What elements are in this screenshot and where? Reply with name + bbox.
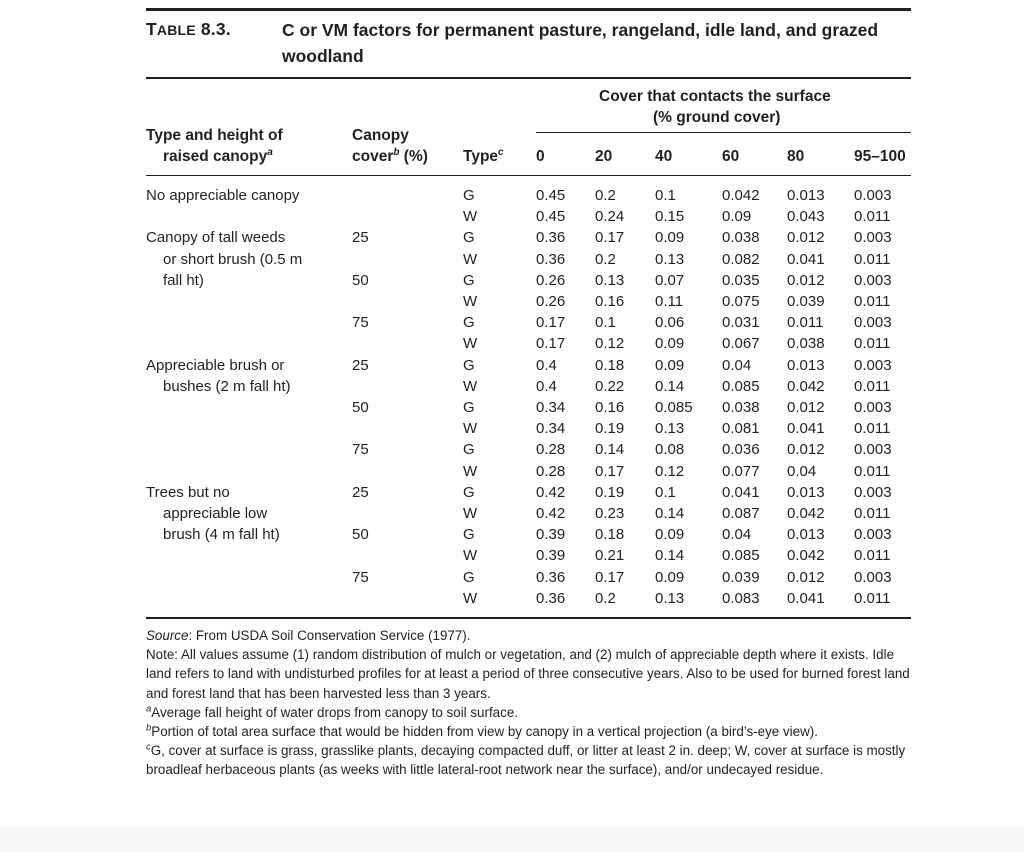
cover-col-header: 80	[787, 148, 805, 165]
factor-value: 0.14	[655, 547, 685, 565]
type-value: G	[463, 526, 475, 544]
factor-value: 0.4	[536, 356, 557, 374]
type-value: G	[463, 187, 475, 204]
factor-value: 0.07	[655, 271, 685, 289]
factor-value: 0.14	[655, 505, 685, 522]
factor-value: 0.1	[655, 483, 676, 501]
canopy-cover-value: 50	[352, 526, 369, 544]
factor-value: 0.013	[787, 187, 825, 204]
footnote-mark-c: c	[498, 146, 504, 158]
type-value: W	[463, 547, 478, 565]
group-label: appreciable low	[163, 505, 268, 522]
factor-value: 0.012	[787, 271, 825, 289]
factor-value: 0.12	[595, 335, 625, 353]
factor-value: 0.003	[854, 526, 892, 544]
factor-value: 0.42	[536, 483, 566, 501]
factor-value: 0.012	[787, 568, 825, 586]
factor-value: 0.09	[655, 335, 685, 353]
factor-value: 0.36	[536, 568, 566, 586]
factor-value: 0.041	[787, 250, 825, 268]
factor-value: 0.34	[536, 420, 566, 438]
type-value: G	[463, 229, 475, 247]
footnote-mark-b: b	[393, 146, 400, 158]
factor-value: 0.22	[595, 377, 625, 395]
factor-value: 0.13	[655, 250, 685, 268]
cover-col-header: 20	[595, 148, 613, 165]
factor-value: 0.011	[854, 505, 891, 522]
factor-value: 0.038	[722, 229, 760, 247]
factor-value: 0.038	[722, 399, 760, 416]
factor-value: 0.041	[787, 420, 825, 438]
group-label: Canopy of tall weeds	[146, 229, 286, 247]
factor-value: 0.04	[722, 526, 752, 544]
factor-value: 0.082	[722, 250, 760, 268]
factor-value: 0.013	[787, 483, 825, 501]
factor-value: 0.041	[722, 483, 760, 501]
factor-value: 0.4	[536, 377, 557, 395]
factor-value: 0.085	[655, 399, 693, 416]
factor-value: 0.34	[536, 399, 566, 416]
factor-value: 0.28	[536, 441, 566, 459]
type-value: W	[463, 420, 478, 438]
factor-value: 0.16	[595, 399, 625, 416]
factor-value: 0.039	[787, 293, 825, 310]
factor-value: 0.011	[854, 589, 891, 607]
factor-value: 0.003	[854, 229, 892, 247]
factor-value: 0.013	[787, 356, 825, 374]
page-bottom-band	[0, 826, 1024, 852]
factor-value: 0.042	[722, 187, 760, 204]
factor-value: 0.17	[595, 568, 625, 586]
factor-value: 0.003	[854, 187, 892, 204]
cover-group-rule	[536, 132, 911, 133]
factor-value: 0.038	[787, 335, 825, 353]
footnote-b: $^b$Portion of total area surface that would be hidden from view by canopy in a vertical projection (a bird’s-eye view).	[146, 722, 818, 740]
factor-value: 0.085	[722, 547, 760, 565]
type-value: G	[463, 399, 475, 416]
factor-value: 0.36	[536, 589, 566, 607]
factor-value: 0.14	[595, 441, 625, 459]
factor-value: 0.042	[787, 505, 825, 522]
factor-value: 0.081	[722, 420, 760, 438]
factor-value: 0.09	[655, 356, 685, 374]
factor-value: 0.14	[655, 377, 685, 395]
type-value: W	[463, 462, 478, 480]
factor-value: 0.36	[536, 229, 566, 247]
factor-value: 0.18	[595, 526, 625, 544]
title-rule	[146, 77, 911, 79]
factor-value: 0.003	[854, 356, 892, 374]
type-value: W	[463, 589, 478, 607]
factor-value: 0.1	[655, 187, 676, 204]
type-value: G	[463, 441, 475, 459]
canopy-cover-value: 25	[352, 229, 369, 247]
factor-value: 0.04	[722, 356, 752, 374]
factor-value: 0.011	[854, 547, 891, 565]
table-title: C or VM factors for permanent pasture, rangeland, idle land, and grazed woodland	[282, 20, 879, 66]
factor-value: 0.2	[595, 589, 616, 607]
cover-col-header: 60	[722, 148, 740, 165]
factor-value: 0.08	[655, 441, 685, 459]
factor-value: 0.23	[595, 505, 625, 522]
factor-value: 0.04	[787, 462, 817, 480]
factor-value: 0.15	[655, 208, 685, 226]
factor-value: 0.17	[595, 462, 625, 480]
factor-value: 0.39	[536, 526, 566, 544]
factor-value: 0.09	[722, 208, 752, 226]
canopy-cover-value: 50	[352, 271, 369, 289]
factor-value: 0.11	[655, 293, 684, 310]
factor-value: 0.031	[722, 314, 760, 332]
factor-value: 0.075	[722, 293, 760, 310]
factor-value: 0.011	[854, 250, 891, 268]
factor-value: 0.036	[722, 441, 760, 459]
type-value: W	[463, 250, 478, 268]
cover-col-header: 0	[536, 148, 545, 165]
table-notes	[146, 626, 912, 780]
factor-value: 0.013	[787, 526, 825, 544]
type-value: W	[463, 505, 478, 522]
factor-value: 0.012	[787, 441, 825, 459]
type-value: G	[463, 483, 475, 501]
factor-value: 0.083	[722, 589, 760, 607]
factor-value: 0.035	[722, 271, 760, 289]
type-value: G	[463, 271, 475, 289]
canopy-cover-value: 25	[352, 356, 369, 374]
factor-value: 0.003	[854, 271, 892, 289]
group-label: Appreciable brush or	[146, 356, 285, 374]
factor-value: 0.18	[595, 356, 625, 374]
source-note: Source: From USDA Soil Conservation Service (1977).	[146, 628, 471, 643]
factor-value: 0.09	[655, 568, 685, 586]
canopy-header-line2: cover$^b$ (%)	[352, 146, 428, 165]
factor-value: 0.09	[655, 526, 685, 544]
factor-value: 0.012	[787, 229, 825, 247]
factor-value: 0.28	[536, 462, 566, 480]
factor-value: 0.011	[854, 335, 891, 353]
type-height-header-line2: raised canopy$^a$	[163, 146, 273, 165]
factor-value: 0.16	[595, 293, 625, 310]
factor-value: 0.041	[787, 589, 825, 607]
factor-value: 0.077	[722, 462, 760, 480]
group-label: bushes (2 m fall ht)	[163, 377, 291, 395]
group-label: Trees but no	[146, 483, 230, 501]
type-value: W	[463, 377, 478, 395]
factor-value: 0.13	[595, 271, 625, 289]
factor-value: 0.39	[536, 547, 566, 565]
factor-value: 0.067	[722, 335, 760, 353]
type-value: W	[463, 293, 478, 310]
factor-value: 0.45	[536, 187, 566, 204]
type-value: W	[463, 335, 478, 353]
factor-value: 0.06	[655, 314, 685, 332]
factor-value: 0.011	[854, 208, 891, 226]
cover-group-header-line1: Cover that contacts the surface	[599, 88, 831, 105]
factor-value: 0.042	[787, 377, 825, 395]
factor-value: 0.011	[787, 314, 824, 332]
canopy-cover-value: 75	[352, 441, 369, 459]
type-value: G	[463, 568, 475, 586]
footnote-c: $^c$G, cover at surface is grass, grasslike plants, decaying compacted duff, or litter at least 2 in. deep; W, cover at surface is mostly broadleaf herbaceous plants (as weeks with little lateral-root network near the surface), and/or undecayed residue.	[146, 741, 906, 778]
type-height-header-line1: Type and height of	[146, 127, 283, 144]
factor-value: 0.085	[722, 377, 760, 395]
factor-value: 0.26	[536, 271, 566, 289]
factor-value: 0.17	[595, 229, 625, 247]
type-header: Type$^c$	[463, 146, 504, 165]
factor-value: 0.003	[854, 314, 892, 332]
factor-value: 0.011	[854, 377, 891, 395]
canopy-cover-value: 75	[352, 568, 369, 586]
factor-value: 0.42	[536, 505, 566, 522]
footnote-a: $^a$Average fall height of water drops from canopy to soil surface.	[146, 703, 518, 720]
canopy-cover-value: 25	[352, 483, 369, 501]
type-value: W	[463, 208, 478, 226]
cover-group-header-line2: (% ground cover)	[653, 109, 781, 126]
general-note: Note: All values assume (1) random distribution of mulch or vegetation, and (2) mulch of appreciable depth where it exists. Idle land refers to land with undisturbed profiles for at least a period of three consecutive years. Also to be used for burned forest land and forest land that has been harvested less than 3 years.	[146, 647, 910, 701]
factor-value: 0.24	[595, 208, 625, 226]
table-bottom-rule	[146, 617, 911, 619]
factor-value: 0.003	[854, 441, 892, 459]
group-label: brush (4 m fall ht)	[163, 526, 280, 544]
factor-value: 0.011	[854, 462, 891, 480]
factor-value: 0.13	[655, 420, 685, 438]
type-value: G	[463, 314, 475, 332]
canopy-cover-value: 75	[352, 314, 369, 332]
factor-value: 0.012	[787, 399, 825, 416]
factor-value: 0.011	[854, 293, 891, 310]
factor-value: 0.26	[536, 293, 566, 310]
factor-value: 0.011	[854, 420, 891, 438]
factor-value: 0.003	[854, 399, 892, 416]
group-label: or short brush (0.5 m	[163, 250, 303, 268]
factor-value: 0.12	[655, 462, 685, 480]
table-number: 8.3.	[200, 19, 231, 39]
factor-value: 0.17	[536, 335, 566, 353]
factor-value: 0.2	[595, 250, 616, 268]
header-rule	[146, 175, 911, 176]
top-rule	[146, 8, 911, 11]
table-label: TABLE 8.3.	[146, 19, 231, 39]
cover-col-header: 95–100	[854, 148, 906, 165]
factor-value: 0.17	[536, 314, 566, 332]
factor-value: 0.039	[722, 568, 760, 586]
factor-value: 0.21	[595, 547, 625, 565]
factor-value: 0.087	[722, 505, 760, 522]
factor-value: 0.003	[854, 568, 892, 586]
cover-col-header: 40	[655, 148, 673, 165]
factor-value: 0.19	[595, 420, 625, 438]
factor-value: 0.09	[655, 229, 685, 247]
factor-value: 0.19	[595, 483, 625, 501]
type-value: G	[463, 356, 475, 374]
factor-value: 0.003	[854, 483, 892, 501]
factor-value: 0.2	[595, 187, 616, 204]
canopy-cover-value: 50	[352, 399, 369, 416]
factor-value: 0.13	[655, 589, 685, 607]
footnote-mark-a: a	[267, 146, 273, 158]
factor-value: 0.36	[536, 250, 566, 268]
factor-value: 0.043	[787, 208, 825, 226]
factor-value: 0.042	[787, 547, 825, 565]
canopy-header-line1: Canopy	[352, 127, 409, 144]
group-label: No appreciable canopy	[146, 187, 300, 204]
table-label-smallcaps: ABLE	[156, 22, 196, 38]
factor-value: 0.45	[536, 208, 566, 226]
group-label: fall ht)	[163, 271, 204, 289]
factor-value: 0.1	[595, 314, 616, 332]
